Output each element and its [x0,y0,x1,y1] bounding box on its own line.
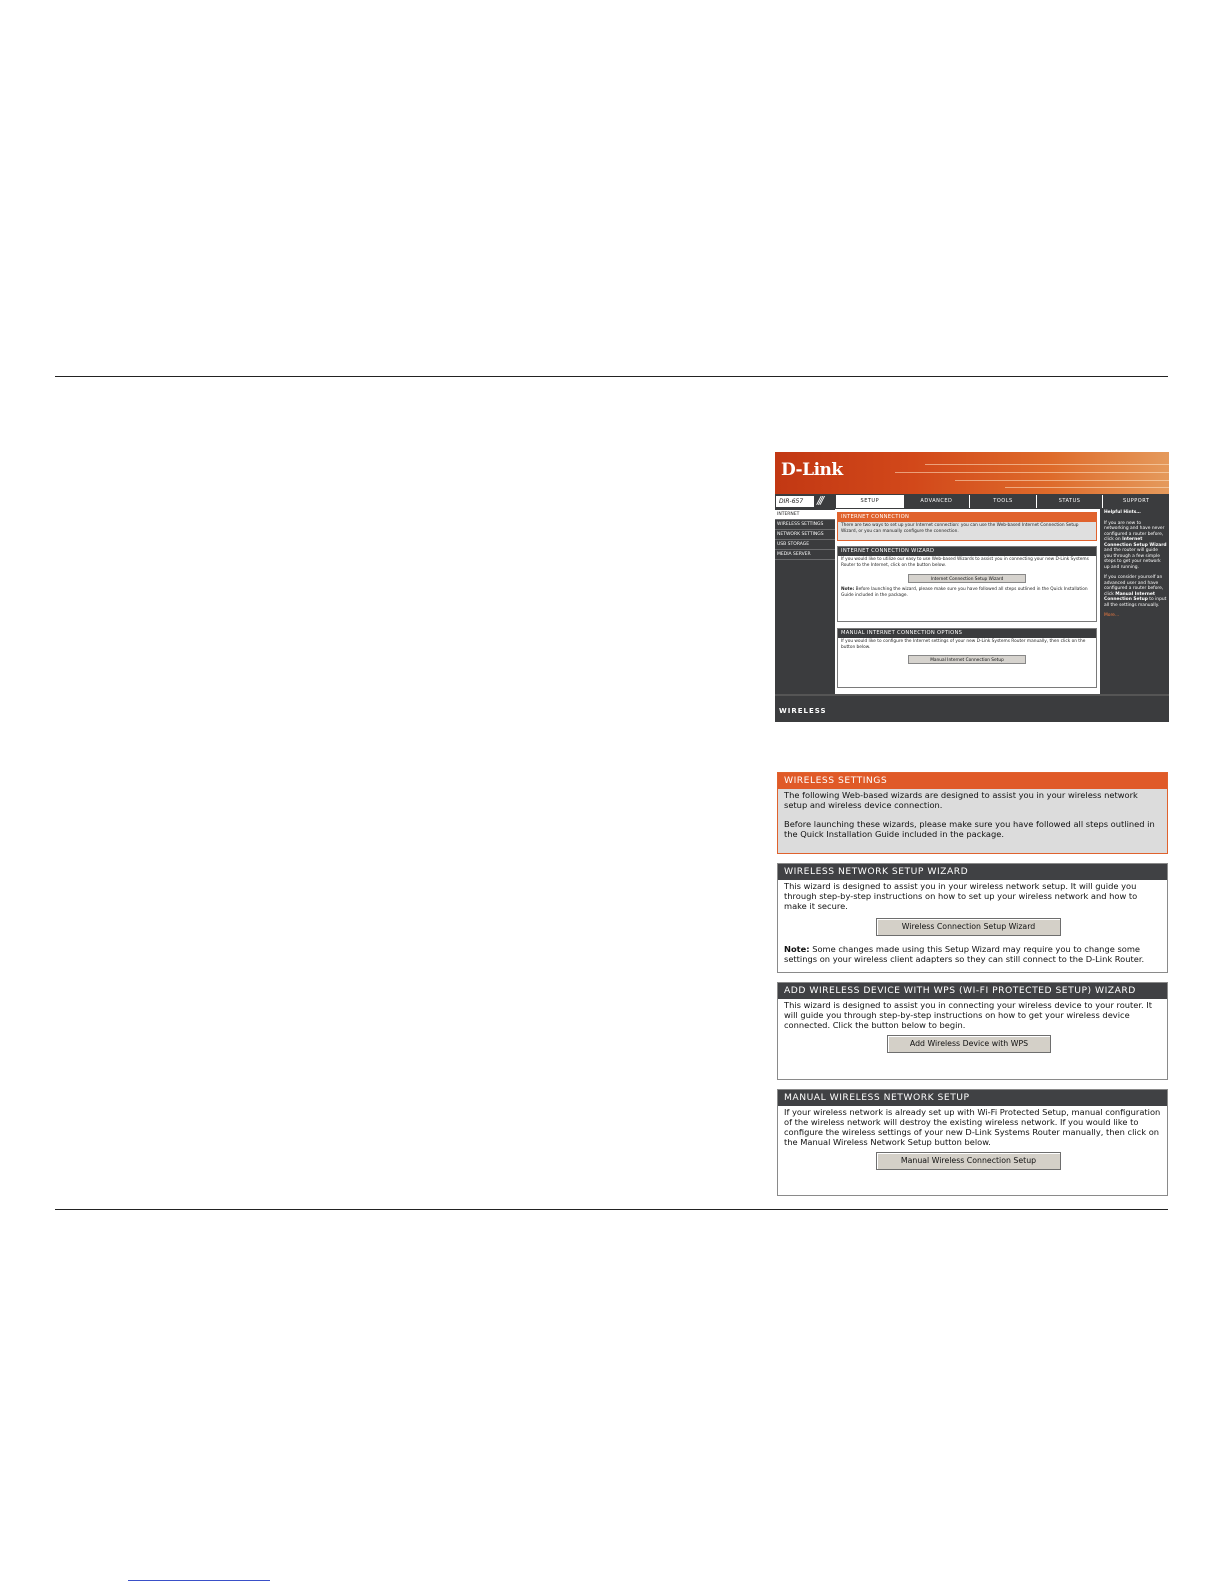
connection-wizard-title: INTERNET CONNECTION WIZARD [838,547,1096,556]
manual-connection-text: If you would like to configure the Internet settings of your new D-Link Systems Router manually, then click on the button below. [841,639,1086,650]
hint-2-text-end: to input all the settings manually. [1104,597,1167,608]
wireless-settings-text-2: Before launching these wizards, please make sure you have followed all steps outlined in the Quick Installation Guide included in the package. [784,819,1155,839]
tab-status[interactable]: STATUS [1036,495,1103,508]
note-label: Note: [784,944,810,954]
sidebar-item-network-settings[interactable]: NETWORK SETTINGS [775,530,835,540]
manual-connection-box [837,628,1097,688]
sidebar-item-media-server[interactable]: MEDIA SERVER [775,550,835,560]
connection-wizard-box [837,546,1097,622]
tab-advanced[interactable]: ADVANCED [903,495,970,508]
model-badge: DIR-657 [776,496,814,507]
note-text: Some changes made using this Setup Wizard may require you to change some settings on your wireless client adapters so they can still connect to the D-Link Router. [784,944,1145,964]
hint-2-text: If you consider yourself an advanced user and have configured a router before, click [1104,575,1164,597]
brand-banner [775,452,1169,494]
wireless-setup-wizard-text: This wizard is designed to assist you in your wireless network setup. It will guide you through step-by-step instructions on how to set up your wireless network and how to make it secure. [784,881,1138,911]
router-setup-screenshot [775,452,1169,722]
wireless-setup-wizard-note [778,943,1167,964]
tab-tools[interactable]: TOOLS [969,495,1036,508]
hint-1-bold: Internet Connection Setup Wizard [1104,537,1167,548]
manual-connection-title: MANUAL INTERNET CONNECTION OPTIONS [838,629,1096,638]
sidebar-item-internet[interactable]: INTERNET [775,510,835,520]
connection-wizard-text: If you would like to utilize our easy to use Web-based Wizards to assist you in connecting your new D-Link Systems Router to the Internet, click on the button below. [841,557,1089,568]
helpful-hints [1102,509,1169,694]
manual-internet-connection-setup-button[interactable]: Manual Internet Connection Setup [908,655,1026,664]
note-text: Before launching the wizard, please make sure you have followed all steps outlined in the Quick Installation Guide included in the package. [841,587,1088,598]
wireless-settings-text-1: The following Web-based wizards are designed to assist you in your wireless network setup and wireless device connection. [784,790,1138,810]
dlink-logo: D-Link [781,460,843,480]
manual-wireless-setup-title: MANUAL WIRELESS NETWORK SETUP [778,1090,1167,1106]
wireless-settings-title: WIRELESS SETTINGS [778,773,1167,789]
hint-1-text-end: and the router will guide you through a few simple steps to get your network up and running. [1104,548,1161,570]
manual-wireless-setup-text: If your wireless network is already set up with Wi-Fi Protected Setup, manual configuration of the wireless network will destroy the existing wireless network. If you would like to configure the wireless settings of your new D-Link Systems Router manually, then click on the Manual Wireless Network Setup button below. [784,1107,1161,1147]
top-rule [55,376,1168,377]
tab-support[interactable]: SUPPORT [1102,495,1169,508]
hint-2-bold: Manual Internet Connection Setup [1104,591,1156,602]
more-link[interactable]: More… [1104,613,1120,618]
slash-decoration: /// [817,494,823,507]
corner-link-underline [128,1580,270,1581]
note-label: Note: [841,587,855,592]
manual-wireless-setup-box [777,1089,1168,1196]
wireless-connection-setup-wizard-button[interactable]: Wireless Connection Setup Wizard [876,918,1061,936]
hints-title: Helpful Hints… [1104,510,1141,515]
internet-connection-text: There are two ways to set up your Internet connection: you can use the Web-based Internet Connection Setup Wizard, or you can manually configure the connection. [841,523,1079,534]
wireless-setup-wizard-box [777,863,1168,973]
main-content [835,509,1100,694]
internet-connection-title: INTERNET CONNECTION [838,513,1096,522]
wireless-setup-wizard-title: WIRELESS NETWORK SETUP WIZARD [778,864,1167,880]
nav-tabs [836,495,1169,508]
hint-paragraph-1 [1104,521,1167,571]
bottom-rule [55,1209,1168,1210]
connection-wizard-note [838,586,1096,599]
top-nav [775,494,1169,509]
tab-setup[interactable]: SETUP [836,495,903,508]
hint-paragraph-2 [1104,575,1167,608]
sidebar-item-wireless-settings[interactable]: WIRELESS SETTINGS [775,520,835,530]
wireless-settings-box [777,772,1168,854]
footer-wireless-label: WIRELESS [779,707,827,715]
hint-1-text: If you are new to networking and have never configured a router before, click on [1104,520,1165,542]
internet-connection-setup-wizard-button[interactable]: Internet Connection Setup Wizard [908,574,1026,583]
sidebar [775,510,835,560]
manual-wireless-connection-setup-button[interactable]: Manual Wireless Connection Setup [876,1152,1061,1170]
add-wireless-device-with-wps-button[interactable]: Add Wireless Device with WPS [887,1035,1051,1053]
footer-bar [775,694,1169,722]
wps-wizard-text: This wizard is designed to assist you in connecting your wireless device to your router. It will guide you through step-by-step instructions on how to get your wireless device connected. Click the button below to begin. [784,1000,1153,1030]
wps-wizard-box [777,982,1168,1080]
internet-connection-box [837,512,1097,541]
sidebar-item-usb-storage[interactable]: USB STORAGE [775,540,835,550]
wps-wizard-title: ADD WIRELESS DEVICE WITH WPS (WI-FI PROTECTED SETUP) WIZARD [778,983,1167,999]
